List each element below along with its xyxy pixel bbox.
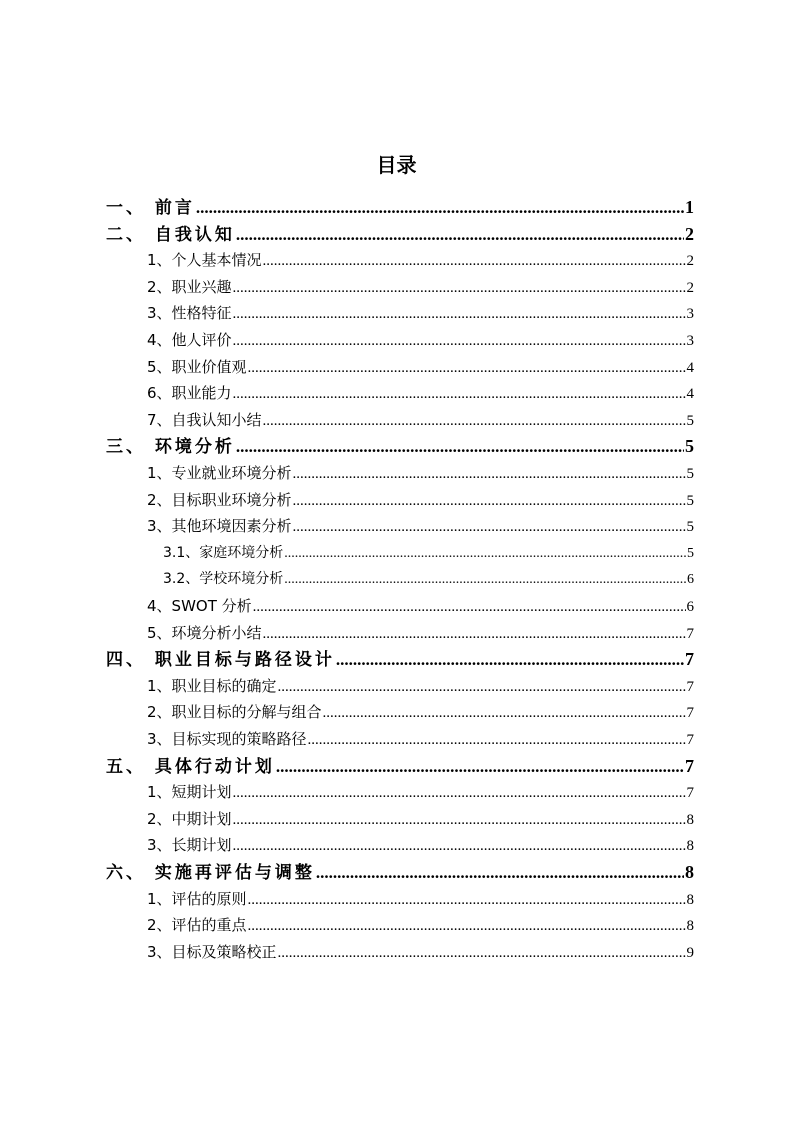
toc-entry-label: 1、个人基本情况 bbox=[147, 251, 262, 270]
toc-entry-label: 三、 环境分析 bbox=[106, 437, 235, 458]
toc-page-number: 2 bbox=[686, 253, 694, 270]
toc-page-number: 5 bbox=[686, 466, 694, 482]
toc-page-number: 6 bbox=[687, 572, 694, 588]
toc-page-number: 8 bbox=[686, 891, 694, 908]
toc-page-number: 7 bbox=[686, 625, 694, 642]
toc-page-number: 7 bbox=[686, 678, 694, 695]
toc-page-number: 7 bbox=[686, 732, 694, 748]
toc-page-number: 7 bbox=[685, 755, 694, 776]
toc-entry-label: 2、职业目标的分解与组合 bbox=[147, 703, 322, 722]
toc-dot-leader bbox=[278, 674, 686, 700]
toc-entry[interactable] bbox=[147, 726, 694, 752]
toc-dot-leader bbox=[293, 461, 686, 487]
toc-entry[interactable] bbox=[106, 433, 694, 459]
toc-dot-leader bbox=[263, 408, 686, 434]
toc-page-number: 2 bbox=[685, 223, 694, 244]
toc-entry-label: 1、专业就业环境分析 bbox=[147, 464, 292, 482]
toc-entry-label: 2、评估的重点 bbox=[147, 916, 247, 935]
toc-dot-leader bbox=[233, 301, 686, 327]
toc-page-number: 7 bbox=[686, 785, 694, 802]
toc-entry[interactable] bbox=[147, 832, 694, 858]
toc-entry[interactable] bbox=[163, 566, 694, 592]
toc-page-number: 6 bbox=[686, 599, 694, 615]
toc-dot-leader bbox=[248, 887, 686, 913]
toc-entry-label: 3、目标实现的策略路径 bbox=[147, 730, 307, 748]
toc-entry[interactable] bbox=[147, 673, 694, 699]
toc-dot-leader bbox=[236, 222, 684, 248]
toc-page-number: 5 bbox=[685, 436, 694, 457]
toc-dot-leader bbox=[293, 488, 686, 514]
toc-entry[interactable] bbox=[147, 274, 694, 300]
toc-dot-leader bbox=[323, 700, 686, 726]
toc-entry-label: 2、职业兴趣 bbox=[147, 277, 232, 296]
toc-page-number: 1 bbox=[685, 197, 694, 217]
toc-entry-label: 一、 前言 bbox=[106, 198, 195, 218]
toc-entry[interactable] bbox=[106, 859, 694, 885]
toc-dot-leader bbox=[233, 833, 686, 859]
toc-entry-label: 4、他人评价 bbox=[147, 331, 232, 349]
toc-entry-label: 2、中期计划 bbox=[147, 809, 232, 828]
toc-dot-leader bbox=[316, 860, 684, 886]
toc-entry-label: 3、长期计划 bbox=[147, 836, 232, 855]
toc-entry[interactable] bbox=[147, 460, 694, 486]
toc-dot-leader bbox=[293, 514, 686, 540]
toc-entry[interactable] bbox=[147, 806, 694, 832]
toc-page-number: 5 bbox=[687, 545, 694, 561]
toc-page-number: 2 bbox=[686, 279, 694, 296]
toc-entry[interactable] bbox=[147, 407, 694, 433]
toc-dot-leader bbox=[278, 940, 686, 966]
toc-page-number: 4 bbox=[686, 386, 694, 403]
toc-entry[interactable] bbox=[163, 540, 694, 566]
toc-entry-label: 4、SWOT 分析 bbox=[147, 597, 252, 615]
toc-dot-leader bbox=[248, 355, 686, 381]
toc-entry[interactable] bbox=[147, 300, 694, 326]
toc-entry[interactable] bbox=[106, 221, 694, 247]
toc-entry[interactable] bbox=[147, 593, 694, 619]
toc-entry-label: 二、 自我认知 bbox=[106, 224, 235, 245]
toc-dot-leader bbox=[308, 727, 686, 753]
toc-entry[interactable] bbox=[147, 247, 694, 273]
toc-entry-label: 六、 实施再评估与调整 bbox=[106, 863, 315, 883]
toc-page-number: 7 bbox=[686, 705, 694, 722]
toc-entry[interactable] bbox=[147, 620, 694, 646]
toc-entry[interactable] bbox=[147, 380, 694, 406]
toc-entry-label: 五、 具体行动计划 bbox=[106, 756, 275, 777]
toc-dot-leader bbox=[336, 647, 684, 673]
toc-dot-leader bbox=[284, 567, 686, 593]
toc-dot-leader bbox=[263, 621, 686, 647]
toc-dot-leader bbox=[248, 913, 686, 939]
toc-dot-leader bbox=[253, 594, 686, 620]
toc-entry[interactable] bbox=[147, 327, 694, 353]
toc-dot-leader bbox=[233, 328, 686, 354]
toc-page-number: 8 bbox=[686, 811, 694, 828]
toc-entry[interactable] bbox=[106, 194, 694, 220]
toc-entry-label: 7、自我认知小结 bbox=[147, 410, 262, 429]
toc-dot-leader bbox=[276, 754, 684, 780]
toc-entry[interactable] bbox=[147, 487, 694, 513]
toc-page-number: 7 bbox=[685, 649, 694, 670]
toc-entry[interactable] bbox=[106, 646, 694, 672]
toc-entry-label: 3、性格特征 bbox=[147, 304, 232, 323]
toc-entry[interactable] bbox=[106, 753, 694, 779]
toc-page-number: 5 bbox=[686, 519, 694, 536]
toc-entry-label: 5、职业价值观 bbox=[147, 357, 247, 376]
toc-dot-leader bbox=[236, 434, 684, 460]
toc-entry[interactable] bbox=[147, 699, 694, 725]
toc-page-number: 5 bbox=[686, 492, 694, 509]
toc-page-number: 5 bbox=[686, 412, 694, 429]
toc-entry[interactable] bbox=[147, 779, 694, 805]
toc-dot-leader bbox=[263, 248, 686, 274]
toc-dot-leader bbox=[233, 381, 686, 407]
toc-entry[interactable] bbox=[147, 354, 694, 380]
toc-entry[interactable] bbox=[147, 939, 694, 965]
toc-page-number: 8 bbox=[686, 918, 694, 935]
toc-dot-leader bbox=[233, 275, 686, 301]
toc-entry-label: 1、评估的原则 bbox=[147, 889, 247, 908]
toc-entry-label: 3.1、家庭环境分析 bbox=[163, 544, 284, 561]
toc-entry-label: 3、目标及策略校正 bbox=[147, 942, 277, 961]
toc-entry-label: 1、职业目标的确定 bbox=[147, 676, 277, 695]
toc-entry-label: 3、其他环境因素分析 bbox=[147, 517, 292, 536]
toc-entry-label: 6、职业能力 bbox=[147, 384, 232, 403]
toc-entry-label: 5、环境分析小结 bbox=[147, 623, 262, 642]
toc-dot-leader bbox=[284, 541, 686, 567]
toc-entry-label: 2、目标职业环境分析 bbox=[147, 490, 292, 509]
toc-entry[interactable] bbox=[147, 513, 694, 539]
toc-page-number: 9 bbox=[686, 944, 694, 961]
toc-entry-label: 3.2、学校环境分析 bbox=[163, 571, 284, 588]
toc-page-number: 3 bbox=[686, 306, 694, 323]
toc-page-number: 4 bbox=[686, 359, 694, 376]
toc-dot-leader bbox=[233, 807, 686, 833]
toc-page-number: 8 bbox=[685, 862, 694, 882]
page-title: 目录 bbox=[376, 153, 417, 177]
toc-entry[interactable] bbox=[147, 886, 694, 912]
toc-entry-label: 1、短期计划 bbox=[147, 783, 232, 802]
toc-page-number: 8 bbox=[686, 838, 694, 855]
toc-dot-leader bbox=[196, 195, 684, 221]
toc-entry-label: 四、 职业目标与路径设计 bbox=[106, 650, 335, 671]
toc-dot-leader bbox=[233, 780, 686, 806]
toc-page-number: 3 bbox=[686, 333, 694, 349]
toc-entry[interactable] bbox=[147, 912, 694, 938]
